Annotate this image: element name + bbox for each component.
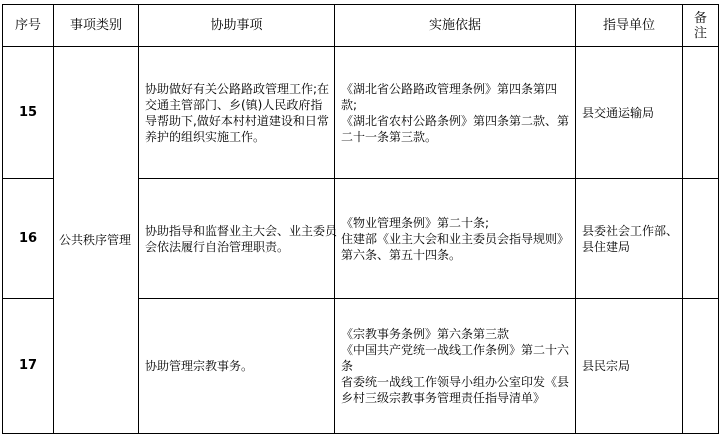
table-row (3, 47, 719, 179)
unit-line: 县住建局 (582, 239, 631, 254)
row-index: 17 (3, 299, 54, 434)
matter-line: 会依法履行自治管理职责。 (145, 239, 290, 254)
unit-line: 县委社会工作部、 (582, 223, 679, 238)
row-index: 15 (3, 47, 54, 179)
row-index: 16 (3, 179, 54, 299)
header-basis: 实施依据 (335, 5, 576, 47)
header-remark-line2: 注 (693, 25, 707, 41)
header-remark-line1: 备 (693, 10, 707, 26)
header-matter: 协助事项 (139, 5, 335, 47)
matter-line: 交通主管部门、乡(镇)人民政府指 (145, 97, 323, 112)
basis-line: 条 (341, 359, 354, 373)
basis-cell (335, 179, 576, 299)
remark-cell (683, 299, 719, 434)
basis-line: 《中国共产党统一战线工作条例》第二十六 (341, 343, 570, 357)
matter-cell (139, 299, 335, 434)
basis-line: 《物业管理条例》第二十条; (341, 215, 490, 230)
matter-line: 养护的组织实施工作。 (145, 129, 266, 144)
unit-cell (576, 299, 683, 434)
header-row (3, 5, 719, 47)
matter-cell (139, 179, 338, 299)
header-index: 序号 (3, 5, 54, 47)
matter-line: 协助管理宗教事务。 (145, 359, 254, 373)
remark-cell (683, 47, 719, 179)
category-cell: 公共秩序管理 (54, 47, 139, 434)
header-category: 事项类别 (54, 5, 139, 47)
basis-cell (335, 299, 576, 434)
basis-line: 《湖北省农村公路条例》第四条第二款、第 (341, 113, 570, 128)
basis-line: 《宗教事务条例》第六条第三款 (341, 327, 510, 341)
basis-line: 住建部《业主大会和业主委员会指导规则》 (341, 231, 570, 246)
unit-cell (576, 47, 683, 179)
basis-line: 二十一条第三款。 (341, 129, 438, 144)
header-unit: 指导单位 (576, 5, 683, 47)
matter-line: 协助指导和监督业主大会、业主委员 (145, 223, 338, 238)
matters-table (2, 4, 719, 434)
unit-line: 县民宗局 (582, 359, 631, 373)
basis-cell (335, 47, 576, 179)
basis-line: 《湖北省公路路政管理条例》第四条第四 (341, 81, 558, 96)
unit-cell (576, 179, 683, 299)
basis-line: 款; (341, 97, 358, 112)
header-remark (683, 5, 719, 47)
basis-line: 乡村三级宗教事务管理责任指导清单》 (341, 391, 546, 405)
matter-line: 协助做好有关公路路政管理工作;在 (145, 81, 330, 96)
remark-cell (683, 179, 719, 299)
unit-line: 县交通运输局 (582, 105, 655, 120)
basis-line: 第六条、第五十四条。 (341, 247, 462, 262)
matter-cell (139, 47, 335, 179)
matter-line: 导帮助下,做好本村村道建设和日常 (145, 113, 329, 128)
basis-line: 省委统一战线工作领导小组办公室印发《县 (341, 375, 570, 389)
